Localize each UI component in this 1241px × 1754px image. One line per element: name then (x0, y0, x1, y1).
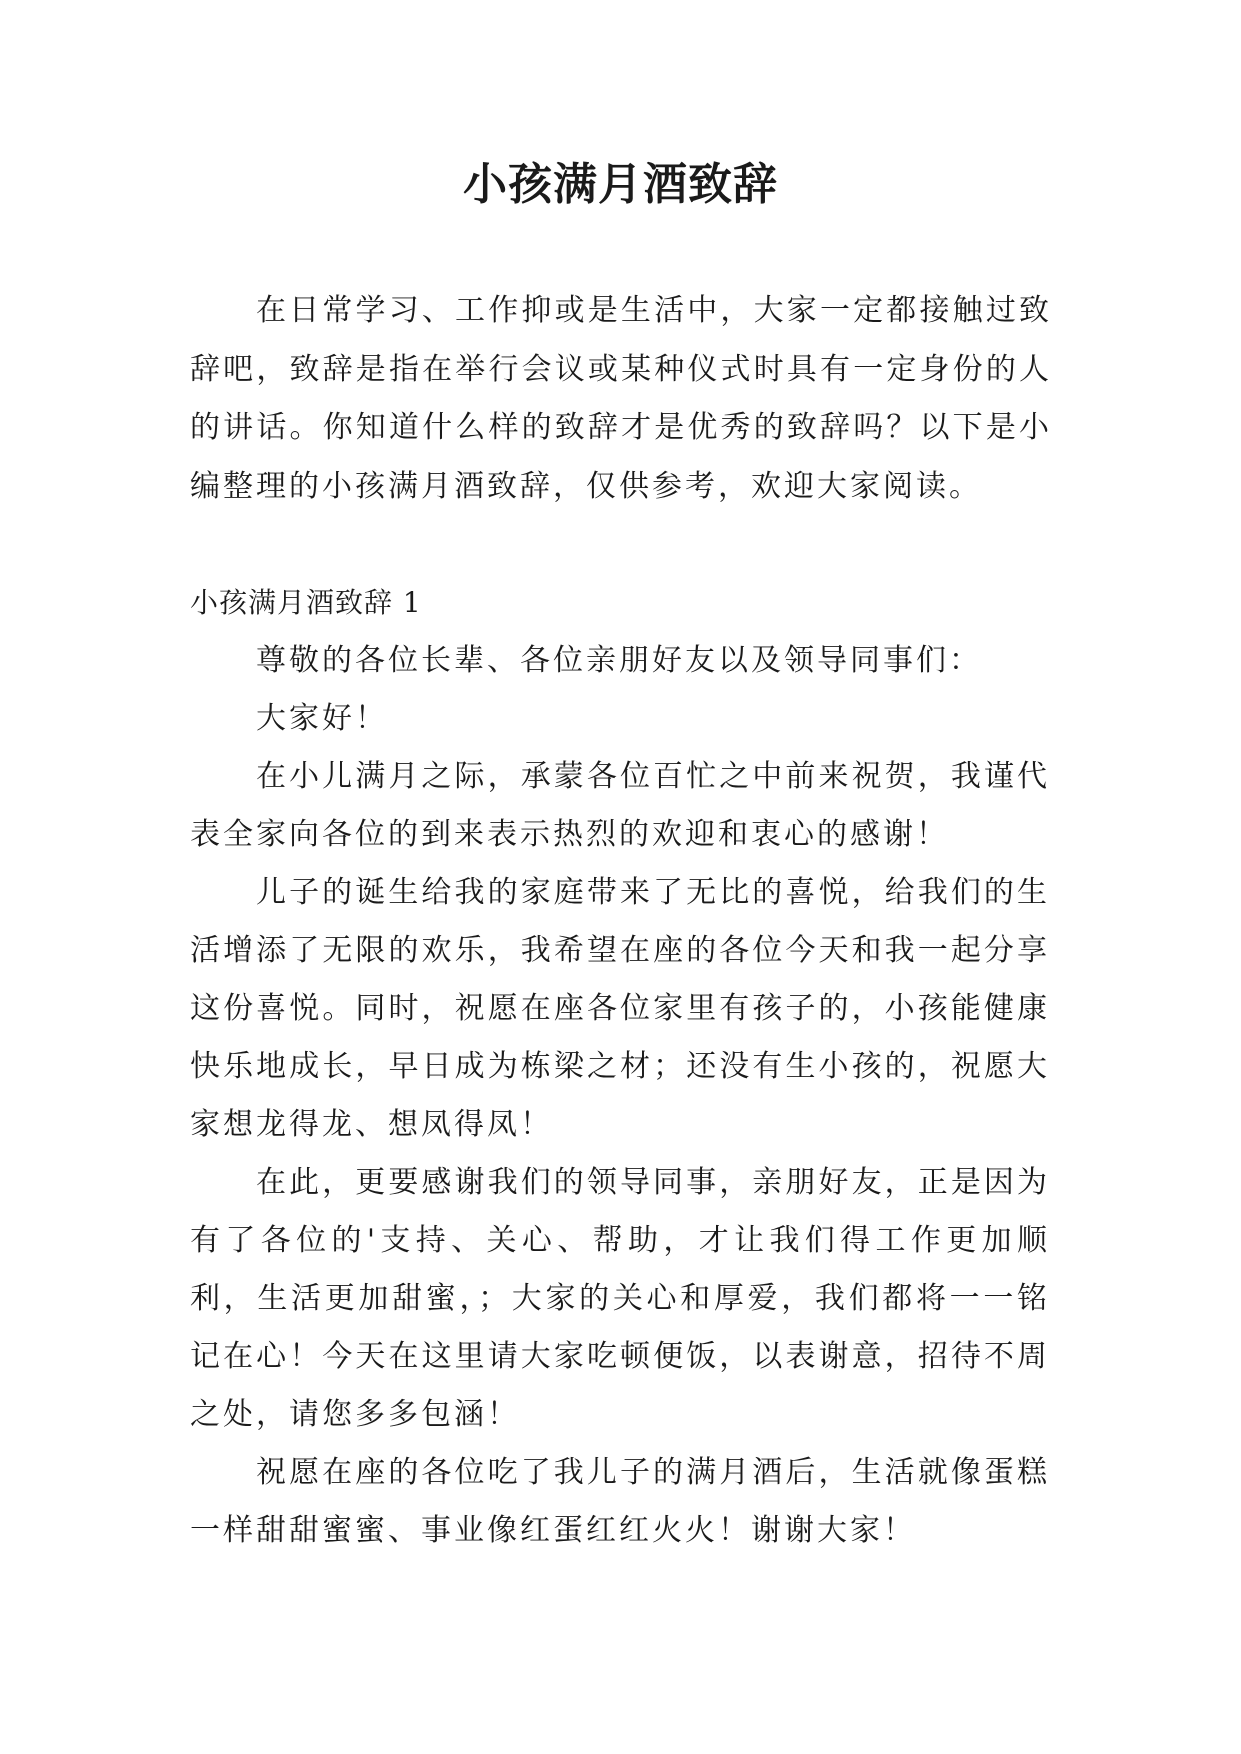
intro-paragraph: 在日常学习、工作抑或是生活中，大家一定都接触过致辞吧，致辞是指在举行会议或某种仪式时具有一定身份的人的讲话。你知道什么样的致辞才是优秀的致辞吗？以下是小编整理的小孩满月酒致辞，仅供参考，欢迎大家阅读。 (190, 293, 1052, 504)
section-body (190, 632, 1050, 1560)
greeting-paragraph: 大家好！ (256, 701, 388, 736)
body-paragraph: 儿子的诞生给我的家庭带来了无比的喜悦，给我们的生活增添了无限的欢乐，我希望在座的各位今天和我一起分享这份喜悦。同时，祝愿在座各位家里有孩子的，小孩能健康快乐地成长，早日成为栋梁之材；还没有生小孩的，祝愿大家想龙得龙、想凤得凤！ (190, 875, 1050, 1142)
body-paragraph: 在此，更要感谢我们的领导同事，亲朋好友，正是因为有了各位的'支持、关心、帮助，才让我们得工作更加顺利，生活更加甜蜜，；大家的关心和厚爱，我们都将一一铭记在心！今天在这里请大家吃顿便饭，以表谢意，招待不周之处，请您多多包涵！ (190, 1165, 1050, 1432)
salutation-paragraph: 尊敬的各位长辈、各位亲朋好友以及领导同事们： (256, 643, 982, 678)
document-title: 小孩满月酒致辞 (463, 159, 778, 210)
body-paragraph: 在小儿满月之际，承蒙各位百忙之中前来祝贺，我谨代表全家向各位的到来表示热烈的欢迎和衷心的感谢！ (190, 759, 1050, 852)
section-heading: 小孩满月酒致辞 1 (190, 586, 422, 619)
closing-paragraph: 祝愿在座的各位吃了我儿子的满月酒后，生活就像蛋糕一样甜甜蜜蜜、事业像红蛋红红火火！谢谢大家！ (190, 1455, 1050, 1548)
